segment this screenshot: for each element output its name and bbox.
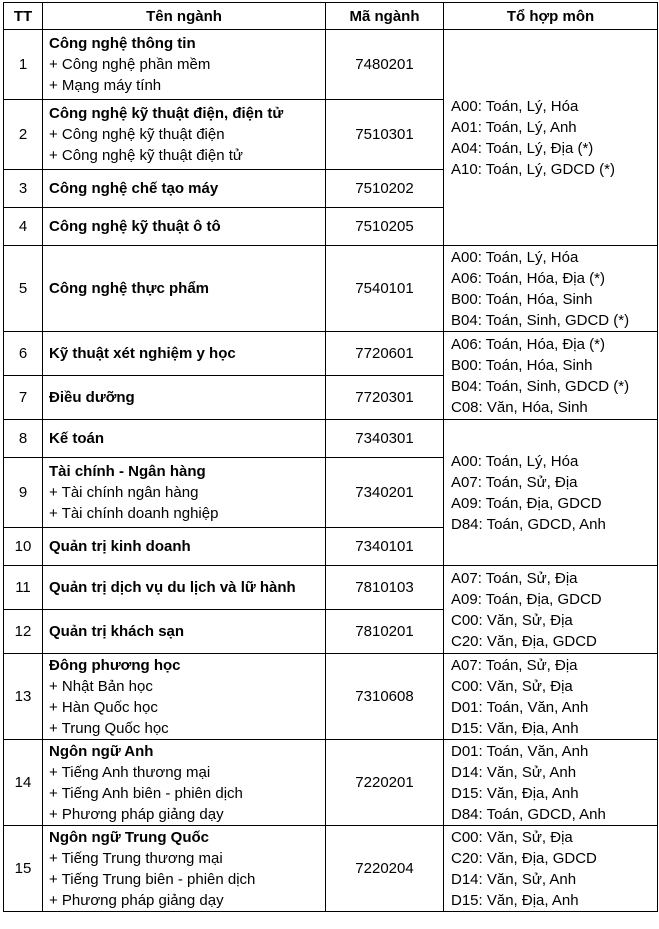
row-number: 3 xyxy=(4,170,43,208)
subject-combinations xyxy=(444,420,658,566)
major-code: 7480201 xyxy=(326,30,444,100)
major-code: 7510301 xyxy=(326,100,444,170)
specialization: + Phương pháp giảng dạy xyxy=(49,805,224,823)
row-number: 14 xyxy=(4,740,43,826)
major-code: 7540101 xyxy=(326,246,444,332)
table-row xyxy=(4,332,658,376)
combination-item: A06: Toán, Hóa, Địa (*) xyxy=(451,335,605,353)
major-code: 7310608 xyxy=(326,654,444,740)
major-code: 7720301 xyxy=(326,376,444,420)
majors-table xyxy=(3,2,658,912)
major-code: 7340101 xyxy=(326,528,444,566)
combination-item: D15: Văn, Địa, Anh xyxy=(451,784,579,802)
specialization: + Công nghệ kỹ thuật điện xyxy=(49,126,225,143)
combination-item: A09: Toán, Địa, GDCD xyxy=(451,494,602,512)
major-code: 7510205 xyxy=(326,208,444,246)
row-number: 6 xyxy=(4,332,43,376)
specialization: + Công nghệ kỹ thuật điện tử xyxy=(49,147,243,164)
combination-item: C00: Văn, Sử, Địa xyxy=(451,611,573,629)
specialization: + Tiếng Trung biên - phiên dịch xyxy=(49,870,256,888)
combination-item: B00: Toán, Hóa, Sinh xyxy=(451,290,593,308)
major-code: 7220201 xyxy=(326,740,444,826)
major-cell xyxy=(43,566,326,610)
major-name: Kế toán xyxy=(49,430,105,447)
specialization: + Tiếng Anh biên - phiên dịch xyxy=(49,784,243,802)
major-code: 7340301 xyxy=(326,420,444,458)
major-name: Công nghệ chế tạo máy xyxy=(49,180,219,197)
major-cell xyxy=(43,332,326,376)
subject-combinations xyxy=(444,740,658,826)
combination-item: A00: Toán, Lý, Hóa xyxy=(451,452,579,470)
major-name: Ngôn ngữ Trung Quốc xyxy=(49,828,210,846)
combination-item: A00: Toán, Lý, Hóa xyxy=(451,97,579,115)
table-row xyxy=(4,30,658,100)
combination-item: C00: Văn, Sử, Địa xyxy=(451,828,573,846)
specialization: + Tiếng Anh thương mại xyxy=(49,763,211,781)
major-name: Công nghệ thông tin xyxy=(49,35,196,52)
specialization: + Mạng máy tính xyxy=(49,77,162,94)
combination-item: A07: Toán, Sử, Địa xyxy=(451,473,578,491)
combination-item: A01: Toán, Lý, Anh xyxy=(451,118,577,136)
subject-combinations xyxy=(444,654,658,740)
major-name: Điều dưỡng xyxy=(49,389,135,406)
combination-item: D84: Toán, GDCD, Anh xyxy=(451,805,606,823)
major-cell xyxy=(43,826,326,912)
major-code: 7810103 xyxy=(326,566,444,610)
specialization: + Nhật Bản học xyxy=(49,677,153,695)
major-code: 7720601 xyxy=(326,332,444,376)
major-name: Công nghệ kỹ thuật điện, điện tử xyxy=(49,105,284,122)
combination-item: D14: Văn, Sử, Anh xyxy=(451,763,577,781)
major-code: 7340201 xyxy=(326,458,444,528)
major-name: Đông phương học xyxy=(49,656,181,674)
table-row xyxy=(4,246,658,332)
row-number: 1 xyxy=(4,30,43,100)
header-tt: TT xyxy=(4,3,43,30)
combination-item: A04: Toán, Lý, Địa (*) xyxy=(451,139,594,157)
row-number: 8 xyxy=(4,420,43,458)
table-body xyxy=(4,30,658,912)
header-row xyxy=(4,3,658,30)
row-number: 4 xyxy=(4,208,43,246)
row-number: 12 xyxy=(4,610,43,654)
major-name: Công nghệ thực phẩm xyxy=(49,280,210,297)
major-name: Tài chính - Ngân hàng xyxy=(49,463,206,480)
major-name: Ngôn ngữ Anh xyxy=(49,742,154,760)
header-to-hop-mon: Tổ hợp môn xyxy=(444,3,658,30)
row-number: 10 xyxy=(4,528,43,566)
major-cell xyxy=(43,420,326,458)
subject-combinations xyxy=(444,30,658,246)
table-row xyxy=(4,566,658,610)
combination-item: C08: Văn, Hóa, Sinh xyxy=(451,398,588,416)
major-cell xyxy=(43,100,326,170)
specialization: + Tài chính ngân hàng xyxy=(49,484,199,501)
major-cell xyxy=(43,740,326,826)
major-name: Công nghệ kỹ thuật ô tô xyxy=(49,218,221,235)
row-number: 9 xyxy=(4,458,43,528)
major-cell xyxy=(43,246,326,332)
combination-item: A09: Toán, Địa, GDCD xyxy=(451,590,602,608)
row-number: 13 xyxy=(4,654,43,740)
major-code: 7810201 xyxy=(326,610,444,654)
combination-item: A07: Toán, Sử, Địa xyxy=(451,656,578,674)
combination-item: B04: Toán, Sinh, GDCD (*) xyxy=(451,311,630,329)
subject-combinations xyxy=(444,332,658,420)
major-cell xyxy=(43,376,326,420)
specialization: + Tiếng Trung thương mại xyxy=(49,849,223,867)
table-row xyxy=(4,654,658,740)
combination-item: A10: Toán, Lý, GDCD (*) xyxy=(451,160,615,178)
combination-item: C20: Văn, Địa, GDCD xyxy=(451,632,597,650)
combination-item: C20: Văn, Địa, GDCD xyxy=(451,849,597,867)
subject-combinations xyxy=(444,566,658,654)
combination-item: B04: Toán, Sinh, GDCD (*) xyxy=(451,377,630,395)
combination-item: C00: Văn, Sử, Địa xyxy=(451,677,573,695)
row-number: 7 xyxy=(4,376,43,420)
combination-item: D14: Văn, Sử, Anh xyxy=(451,870,577,888)
major-cell xyxy=(43,528,326,566)
combination-item: D01: Toán, Văn, Anh xyxy=(451,698,589,716)
major-cell xyxy=(43,30,326,100)
major-cell xyxy=(43,610,326,654)
subject-combinations xyxy=(444,246,658,332)
major-name: Kỹ thuật xét nghiệm y học xyxy=(49,345,236,362)
major-name: Quản trị kinh doanh xyxy=(49,538,191,555)
major-cell xyxy=(43,654,326,740)
combination-item: D01: Toán, Văn, Anh xyxy=(451,742,589,760)
major-cell xyxy=(43,170,326,208)
combination-item: A06: Toán, Hóa, Địa (*) xyxy=(451,269,605,287)
header-ten-nganh: Tên ngành xyxy=(43,3,326,30)
specialization: + Hàn Quốc học xyxy=(49,698,158,716)
major-cell xyxy=(43,458,326,528)
row-number: 15 xyxy=(4,826,43,912)
specialization: + Trung Quốc học xyxy=(49,719,169,737)
major-code: 7510202 xyxy=(326,170,444,208)
combination-item: D15: Văn, Địa, Anh xyxy=(451,719,579,737)
specialization: + Tài chính doanh nghiệp xyxy=(49,505,219,522)
row-number: 11 xyxy=(4,566,43,610)
major-code: 7220204 xyxy=(326,826,444,912)
combination-item: D84: Toán, GDCD, Anh xyxy=(451,515,606,533)
specialization: + Phương pháp giảng dạy xyxy=(49,891,224,909)
major-name: Quản trị khách sạn xyxy=(49,623,185,640)
subject-combinations xyxy=(444,826,658,912)
major-name: Quản trị dịch vụ du lịch và lữ hành xyxy=(49,579,296,596)
combination-item: A00: Toán, Lý, Hóa xyxy=(451,248,579,266)
specialization: + Công nghệ phần mềm xyxy=(49,56,211,73)
major-cell xyxy=(43,208,326,246)
combination-item: A07: Toán, Sử, Địa xyxy=(451,569,578,587)
combination-item: D15: Văn, Địa, Anh xyxy=(451,891,579,909)
combination-item: B00: Toán, Hóa, Sinh xyxy=(451,356,593,374)
table-row xyxy=(4,420,658,458)
table-row xyxy=(4,740,658,826)
row-number: 5 xyxy=(4,246,43,332)
header-ma-nganh: Mã ngành xyxy=(326,3,444,30)
row-number: 2 xyxy=(4,100,43,170)
table-row xyxy=(4,826,658,912)
